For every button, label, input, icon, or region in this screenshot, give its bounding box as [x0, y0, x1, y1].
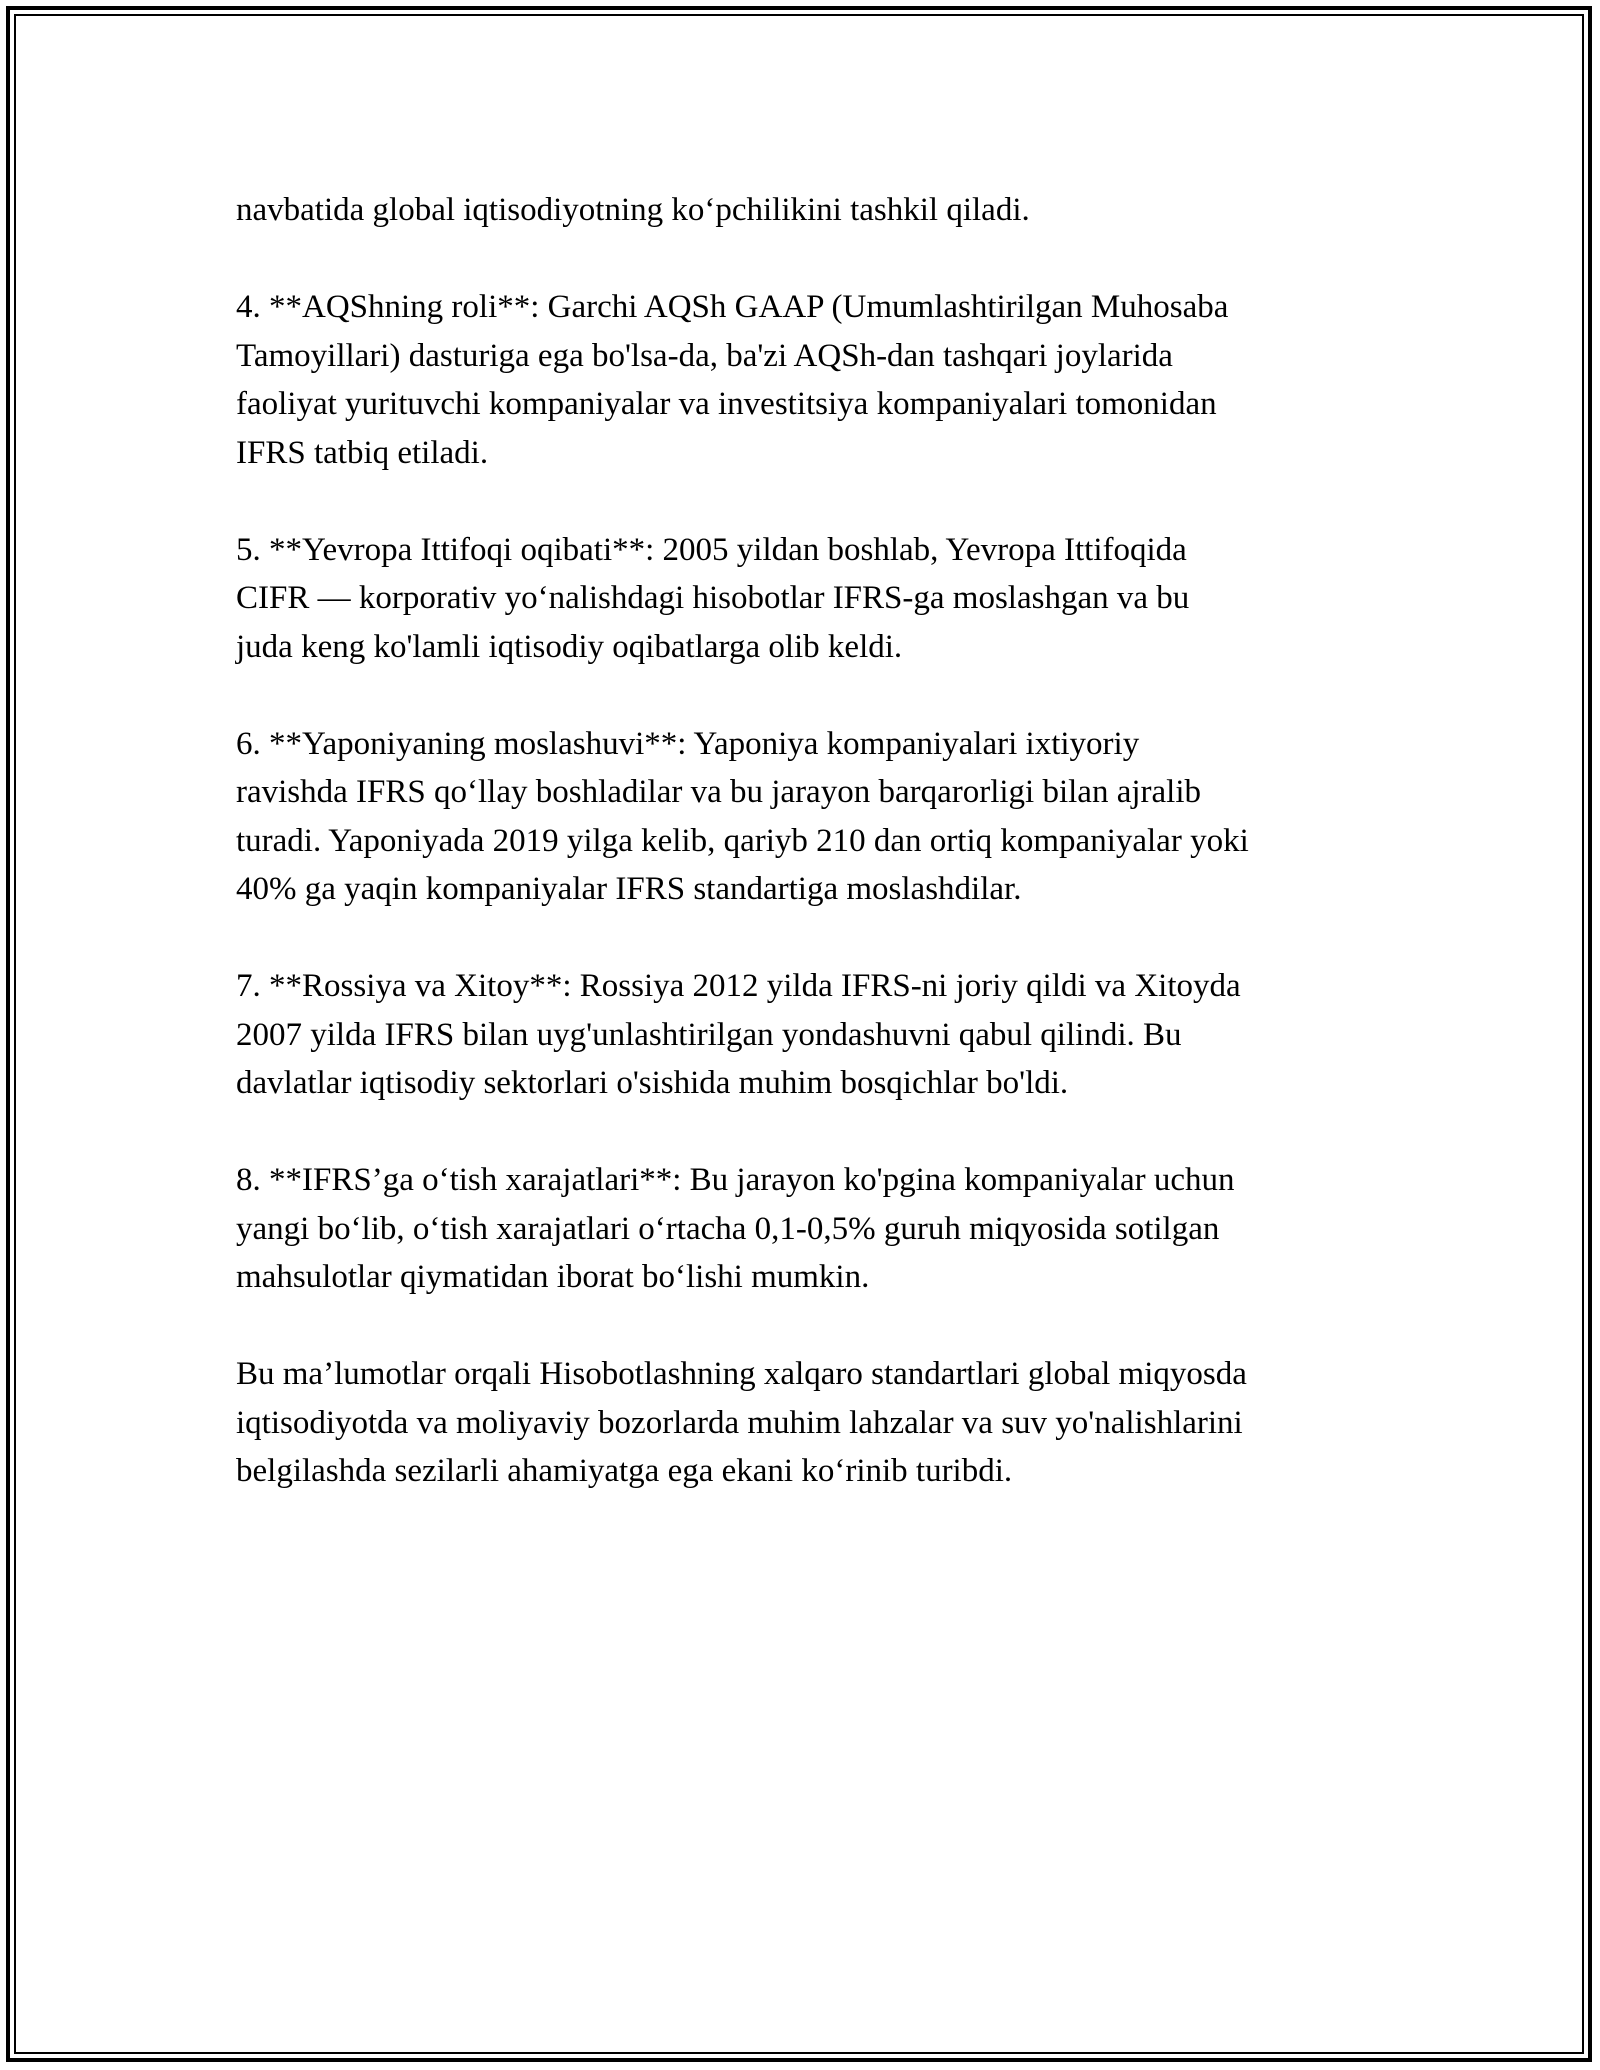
paragraph-item-6-japan-adoption	[236, 720, 1400, 914]
paragraph-item-7-russia-china	[236, 962, 1400, 1108]
text-line: CIFR — korporativ yo‘nalishdagi hisobotlar IFRS-ga moslashgan va bu	[236, 580, 1190, 616]
text-line: navbatida global iqtisodiyotning ko‘pchilikini tashkil qiladi.	[236, 192, 1030, 228]
text-line: iqtisodiyotda va moliyaviy bozorlarda muhim lahzalar va suv yo'nalishlarini	[236, 1404, 1243, 1441]
paragraph-item-8-transition-costs	[236, 1156, 1400, 1302]
text-line: 6. **Yaponiyaning moslashuvi**: Yaponiya kompaniyalari ixtiyoriy	[236, 725, 1140, 762]
document-body	[236, 186, 1400, 1544]
text-line: Bu ma’lumotlar orqali Hisobotlashning xalqaro standartlari global miqyosda	[236, 1356, 1247, 1392]
text-line: faoliyat yurituvchi kompaniyalar va investitsiya kompaniyalari tomonidan	[236, 386, 1217, 422]
text-line: davlatlar iqtisodiy sektorlari o'sishida muhim bosqichlar bo'ldi.	[236, 1065, 1069, 1101]
text-line: belgilashda sezilarli ahamiyatga ega ekani ko‘rinib turibdi.	[236, 1453, 1013, 1489]
paragraph-item-5-eu-impact	[236, 526, 1400, 672]
text-line: turadi. Yaponiyada 2019 yilga kelib, qariyb 210 dan ortiq kompaniyalar yoki	[236, 822, 1249, 859]
text-line: 4. **AQShning roli**: Garchi AQSh GAAP (Umumlashtirilgan Muhosaba	[236, 289, 1229, 325]
text-line: Tamoyillari) dasturiga ega bo'lsa-da, ba'zi AQSh-dan tashqari joylarida	[236, 337, 1173, 374]
text-line: ravishda IFRS qo‘llay boshladilar va bu jarayon barqarorligi bilan ajralib	[236, 774, 1201, 810]
text-line: 5. **Yevropa Ittifoqi oqibati**: 2005 yildan boshlab, Yevropa Ittifoqida	[236, 531, 1187, 568]
paragraph-conclusion	[236, 1350, 1400, 1496]
text-line: 40% ga yaqin kompaniyalar IFRS standartiga moslashdilar.	[236, 871, 1022, 907]
paragraph-intro-continuation	[236, 186, 1400, 235]
paragraph-item-4-usa-role	[236, 283, 1400, 477]
text-line: IFRS tatbiq etiladi.	[236, 434, 489, 471]
text-line: juda keng ko'lamli iqtisodiy oqibatlarga olib keldi.	[236, 628, 903, 665]
text-line: 8. **IFRS’ga o‘tish xarajatlari**: Bu jarayon ko'pgina kompaniyalar uchun	[236, 1162, 1235, 1198]
text-line: mahsulotlar qiymatidan iborat bo‘lishi mumkin.	[236, 1259, 870, 1295]
text-line: yangi bo‘lib, o‘tish xarajatlari o‘rtacha 0,1-0,5% guruh miqyosida sotilgan	[236, 1210, 1220, 1247]
text-line: 2007 yilda IFRS bilan uyg'unlashtirilgan yondashuvni qabul qilindi. Bu	[236, 1016, 1182, 1053]
text-line: 7. **Rossiya va Xitoy**: Rossiya 2012 yilda IFRS-ni joriy qildi va Xitoyda	[236, 968, 1241, 1004]
